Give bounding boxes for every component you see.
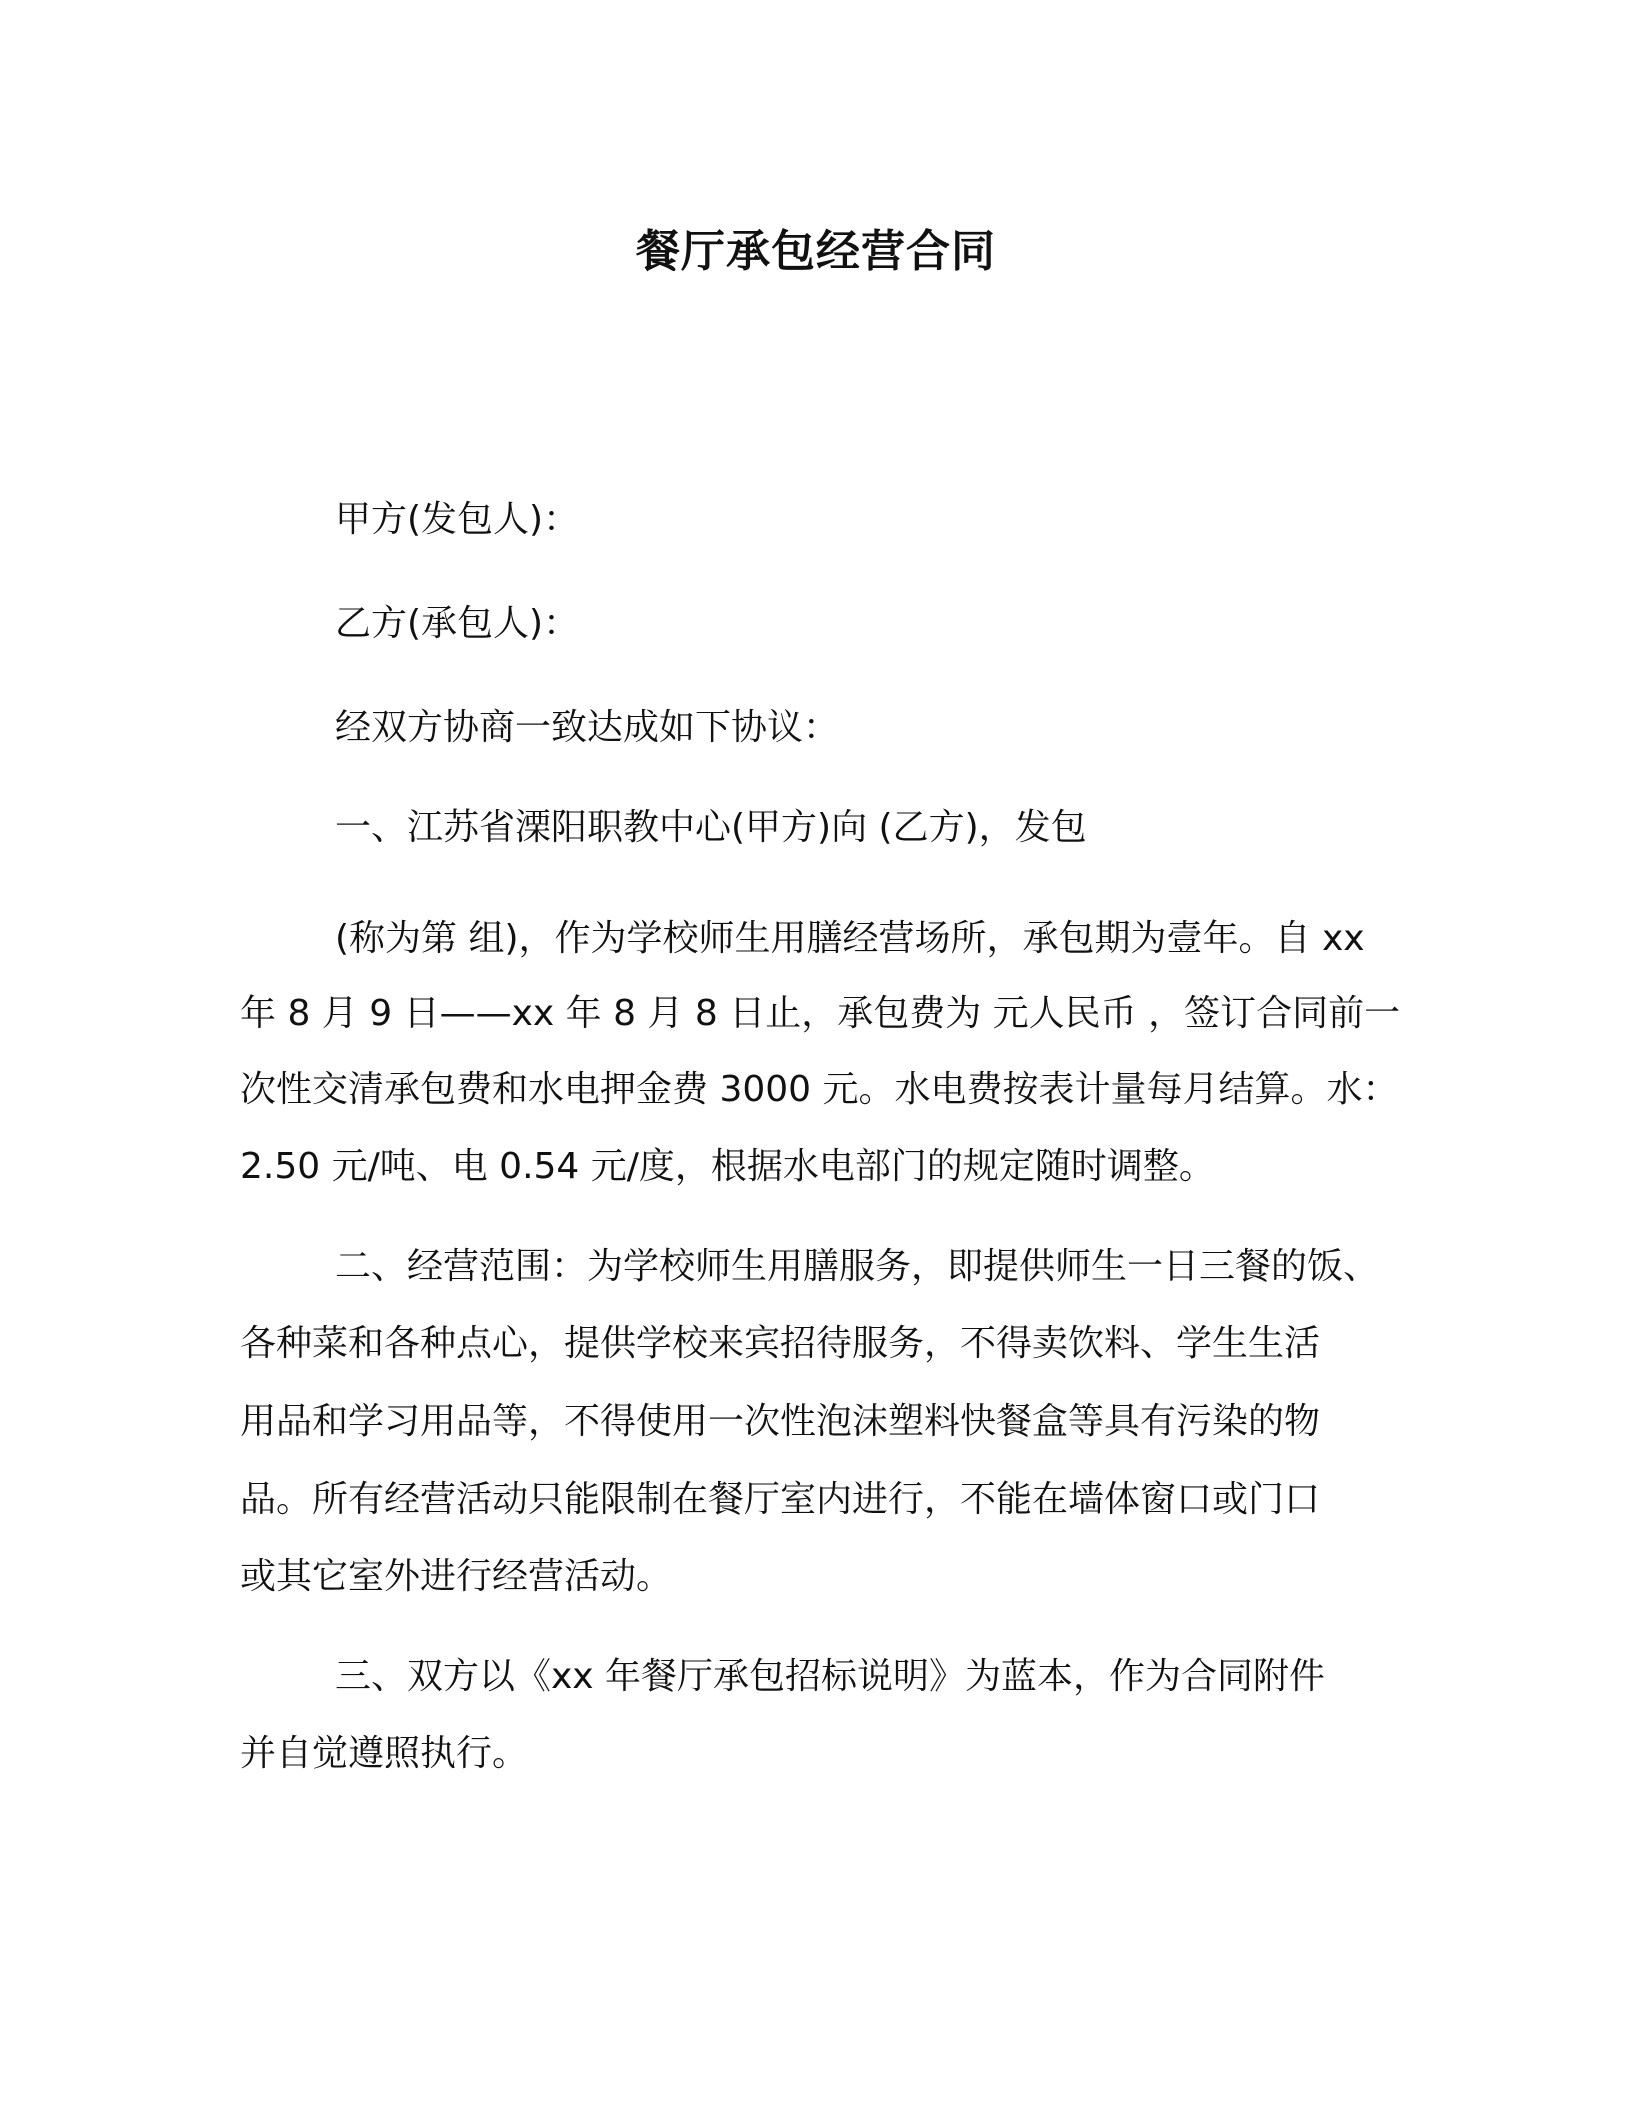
clause-2-line-3: 用品和学习用品等，不得使用一次性泡沫塑料快餐盒等具有污染的物 <box>240 1401 1321 1442</box>
clause-1-line-2: (称为第 组)，作为学校师生用膳经营场所，承包期为壹年。自 xx <box>335 918 1365 959</box>
document-title: 餐厅承包经营合同 <box>636 226 996 277</box>
clause-2-line-2: 各种菜和各种点心，提供学校来宾招待服务，不得卖饮料、学生生活 <box>240 1323 1321 1364</box>
clause-3-line-2: 并自觉遵照执行。 <box>240 1733 529 1774</box>
intro-paragraph: 经双方协商一致达成如下协议： <box>335 707 840 748</box>
clause-1-line-3: 年 8 月 9 日——xx 年 8 月 8 日止，承包费为 元人民币 ，签订合同前一 <box>240 993 1401 1034</box>
clause-1-line-5: 2.50 元/吨、电 0.54 元/度，根据水电部门的规定随时调整。 <box>240 1146 1215 1187</box>
clause-1-line-4: 次性交清承包费和水电押金费 3000 元。水电费按表计量每月结算。水： <box>240 1069 1399 1110</box>
party-a-label: 甲方(发包人)： <box>335 499 580 540</box>
clause-1-line-1: 一、江苏省溧阳职教中心(甲方)向 (乙方)，发包 <box>335 807 1087 848</box>
clause-2-line-1: 二、经营范围：为学校师生用膳服务，即提供师生一日三餐的饭、 <box>335 1246 1380 1287</box>
clause-2-line-5: 或其它室外进行经营活动。 <box>240 1556 673 1597</box>
clause-2-line-4: 品。所有经营活动只能限制在餐厅室内进行，不能在墙体窗口或门口 <box>240 1479 1321 1520</box>
party-b-label: 乙方(承包人)： <box>335 603 580 644</box>
clause-3-line-1: 三、双方以《xx 年餐厅承包招标说明》为蓝本，作为合同附件 <box>335 1656 1326 1697</box>
